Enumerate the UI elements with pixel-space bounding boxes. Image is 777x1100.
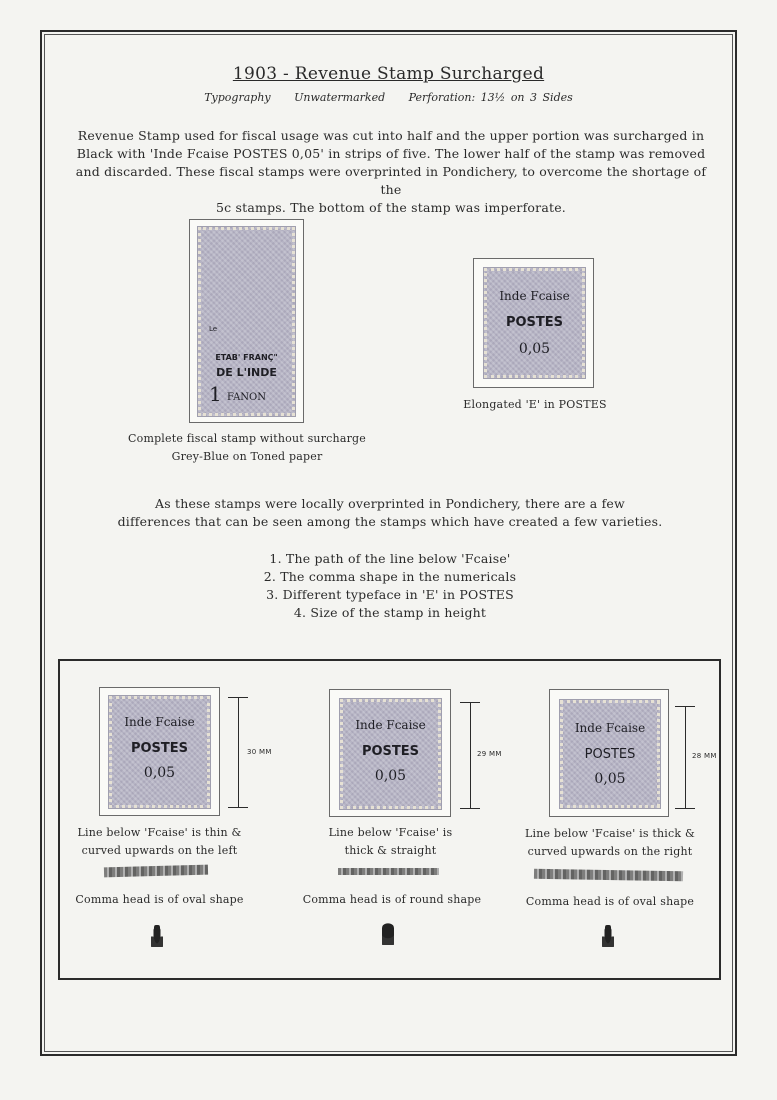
intro-line: Revenue Stamp used for fiscal usage was cut into half and the upper portion was surcharged in [77,128,705,143]
variety-2-stamp-image [340,699,441,809]
caption-line: Complete fiscal stamp without surcharge [128,432,366,445]
variety-3-line-caption [510,825,710,861]
overprint-top: Inde Fcaise [499,289,570,303]
elongated-e-stamp-image [484,268,585,378]
overprint-value: 0,05 [518,341,551,357]
fiscal-stamp-mount [189,219,304,423]
varieties-intro-line: differences that can be seen among the stamps which have created a few varieties. [117,514,663,529]
variety-1-stamp-image [109,696,210,808]
fiscal-stamp-value: 1 [209,382,222,406]
elongated-e-caption: Elongated 'E' in POSTES [463,398,607,411]
variety-3-comma-caption: Comma head is of oval shape [525,895,695,908]
variety-3-stamp-image [560,700,660,808]
variety-2-comma-sample [382,923,394,949]
variety-3-comma-sample [602,925,614,951]
overprint-top: Inde Fcaise [124,715,195,729]
fiscal-stamp-caption [112,430,382,466]
overprint-value: 0,05 [374,768,407,784]
variety-2-stamp-mount [329,689,451,817]
fiscal-stamp-line1: ETAB' FRANÇ" [215,353,278,362]
fiscal-stamp-unit: FANON [227,392,266,403]
varieties-list-item: 1. The path of the line below 'Fcaise' [269,551,511,566]
overprint-value: 0,05 [594,771,626,787]
varieties-list-item: 4. Size of the stamp in height [293,605,487,620]
caption-line: Line below 'Fcaise' is [328,826,453,839]
variety-2-line-caption [293,824,488,860]
page-title: 1903 - Revenue Stamp Surcharged [232,64,545,84]
printing-method: Typography [204,91,271,104]
variety-3-height-label: 28 MM [692,752,717,760]
variety-1-height-label: 30 MM [247,748,272,756]
variety-2-line-sample [338,868,439,875]
fiscal-stamp-small-text: Le [209,325,218,333]
caption-line: Grey-Blue on Toned paper [171,450,323,463]
overprint-top: Inde Fcaise [355,718,426,732]
varieties-list-item: 2. The comma shape in the numericals [263,569,517,584]
fiscal-stamp-line2: DE L'INDE [216,366,277,379]
variety-1-comma-caption: Comma head is of oval shape [75,893,244,906]
caption-line: thick & straight [344,844,437,857]
variety-1-stamp-mount [99,687,220,816]
variety-2-height-label: 29 MM [477,750,502,758]
varieties-intro-line: As these stamps were locally overprinted in Pondichery, there are a few [155,496,625,511]
caption-line: curved upwards on the right [527,845,693,858]
variety-3-stamp-mount [549,689,669,817]
watermark-info: Unwatermarked [294,91,386,104]
caption-line: Line below 'Fcaise' is thin & [77,826,242,839]
caption-line: Line below 'Fcaise' is thick & [525,827,695,840]
fiscal-stamp-image [198,227,295,416]
intro-line: Black with 'Inde Fcaise POSTES 0,05' in strips of five. The lower half of the stamp was removed [76,146,706,161]
subtitle [0,91,777,104]
variety-1-line-caption [62,824,257,860]
variety-1-comma-sample [151,925,163,951]
varieties-list-item: 3. Different typeface in 'E' in POSTES [266,587,514,602]
varieties-list [70,550,710,622]
overprint-postes: POSTES [130,741,189,756]
intro-line: and discarded. These fiscal stamps were overprinted in Pondichery, to overcome the shortage of the [75,164,707,197]
variety-2-comma-caption: Comma head is of round shape [302,893,482,906]
caption-line: curved upwards on the left [81,844,238,857]
overprint-postes: POSTES [505,315,564,330]
overprint-value: 0,05 [143,765,176,781]
elongated-e-stamp-mount [473,258,594,388]
overprint-postes: POSTES [361,744,420,759]
overprint-top: Inde Fcaise [574,721,646,735]
intro-line: 5c stamps. The bottom of the stamp was imperforate. [216,200,566,215]
varieties-intro [70,495,710,531]
overprint-postes: POSTES [584,747,636,762]
perforation-info: Perforation: 13½ on 3 Sides [408,91,573,104]
intro-paragraph [66,127,716,217]
